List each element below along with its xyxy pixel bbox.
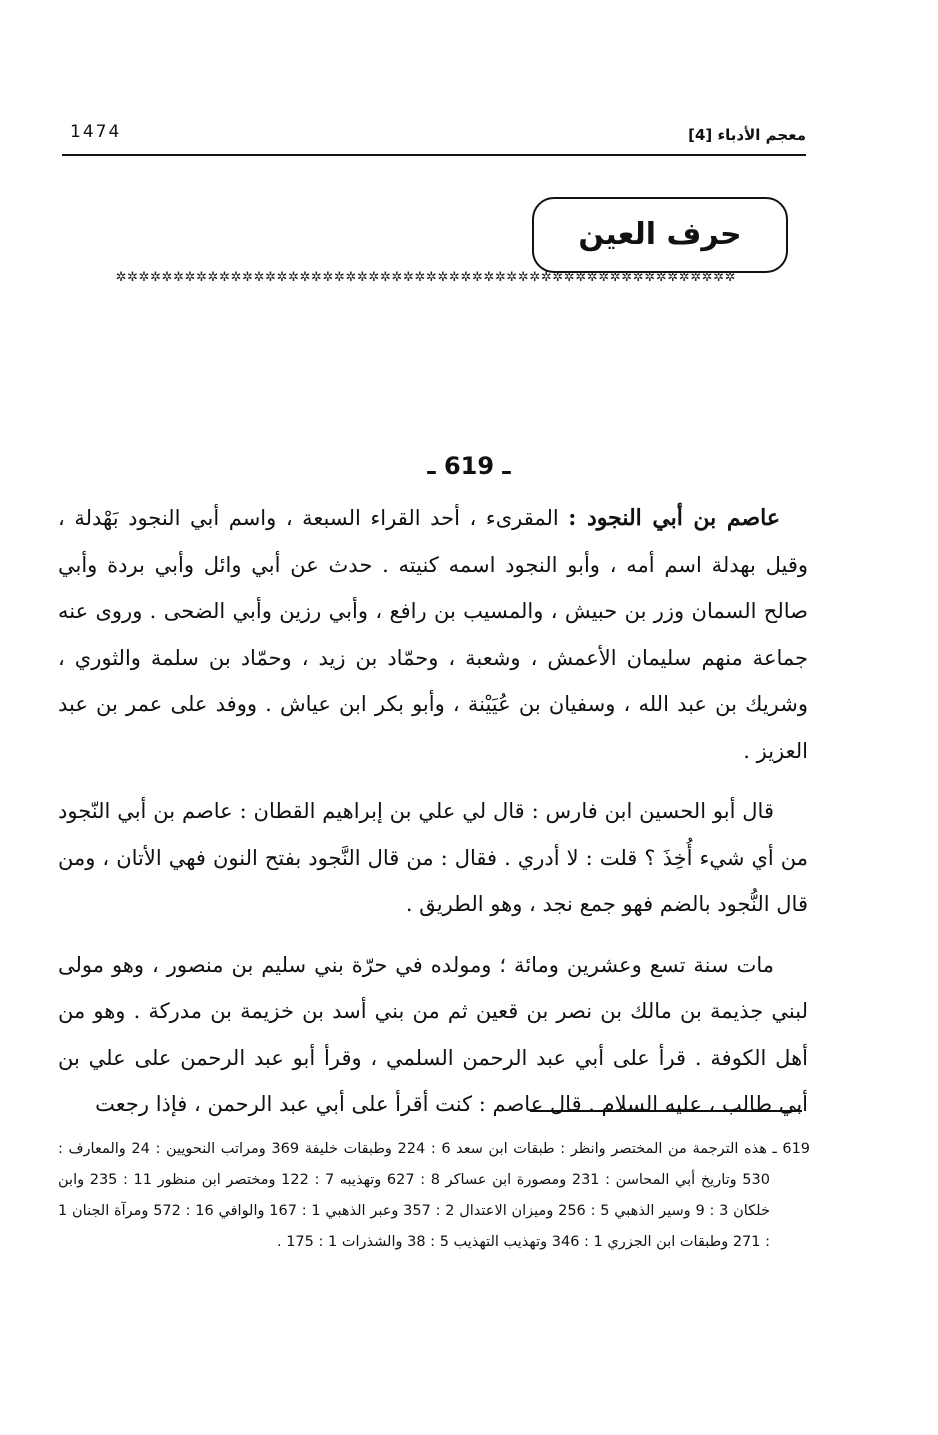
entry-paragraph (58, 495, 808, 774)
book-title: معجم الأدباء [4] (688, 126, 806, 144)
running-header (62, 118, 806, 156)
chapter-heading-box (532, 197, 788, 273)
chapter-title: حرف العين (578, 217, 742, 252)
entry-number: ـ 619 ـ (427, 452, 511, 480)
entry-body (58, 495, 808, 1142)
paragraph-text: المقرىء ، أحد القراء السبعة ، واسم أبي النجود بَهْدلة ، وقيل بهدلة اسم أمه ، وأبو النجود اسمه كنيته . حدث عن أبي وائل وأبي بردة وأبي صالح السمان وزر بن حبيش ، والمسيب بن رافع ، وأبي رزين وأبي الضحى . وروى عنه جماعة منهم سليمان الأعمش ، وشعبة ، وحمّاد بن زيد ، وحمّاد بن سلمة والثوري ، وشريك بن عبد الله ، وسفيان بن عُيَيْنة ، وأبو بكر ابن عياش . ووفد على عمر بن عبد العزيز . (58, 506, 808, 763)
footnotes (58, 1134, 810, 1258)
star-ornament-row: ✲✲✲✲✲✲✲✲✲✲✲✲✲✲✲✲✲✲✲✲✲✲✲✲✲✲✲✲✲✲✲✲✲✲✲✲✲✲✲✲✲✲✲✲✲✲✲✲✲✲✲✲✲✲ (115, 270, 737, 285)
entry-paragraph (58, 788, 808, 928)
paragraph-text: قال أبو الحسين ابن فارس : قال لي علي بن إبراهيم القطان : عاصم بن أبي النّجود من أي شيء أُخِذَ ؟ قلت : لا أدري . فقال : من قال النَّجود بفتح النون فهي الأتان ، ومن قال النُّجود بالضم فهو جمع نجد ، وهو الطريق . (58, 799, 808, 916)
page-number: 1474 (70, 122, 122, 142)
footnote-text: 619 ـ هذه الترجمة من المختصر وانظر : طبقات ابن سعد 6 : 224 وطبقات خليفة 369 ومراتب النحويين : 24 والمعارف : 530 وتاريخ أبي المحاسن : 231 ومصورة ابن عساكر 8 : 627 وتهذيبه 7 : 122 ومختصر ابن منظور 11 : 235 وابن خلكان 3 : 9 وسير الذهبي 5 : 256 وميزان الاعتدال 2 : 357 وعبر الذهبي 1 : 167 والوافي 16 : 572 ومرآة الجنان 1 : 271 وطبقات ابن الجزري 1 : 346 وتهذيب التهذيب 5 : 38 والشذرات 1 : 175 . (58, 1141, 811, 1250)
paragraph-text: مات سنة تسع وعشرين ومائة ؛ ومولده في حرّة بني سليم بن منصور ، وهو مولى لبني جذيمة بن مالك بن نصر بن قعين ثم من بني أسد بن خزيمة بن مدركة . وهو من أهل الكوفة . قرأ على أبي عبد الرحمن السلمي ، وقرأ أبو عبد الرحمن على علي بن أبي طالب ، عليه السلام . قال عاصم : كنت أقرأ على أبي عبد الرحمن ، فإذا رجعت (58, 952, 808, 1116)
footnote-divider (530, 1110, 802, 1112)
entry-paragraph (58, 942, 808, 1128)
entry-name: عاصم بن أبي النجود : (568, 505, 780, 531)
